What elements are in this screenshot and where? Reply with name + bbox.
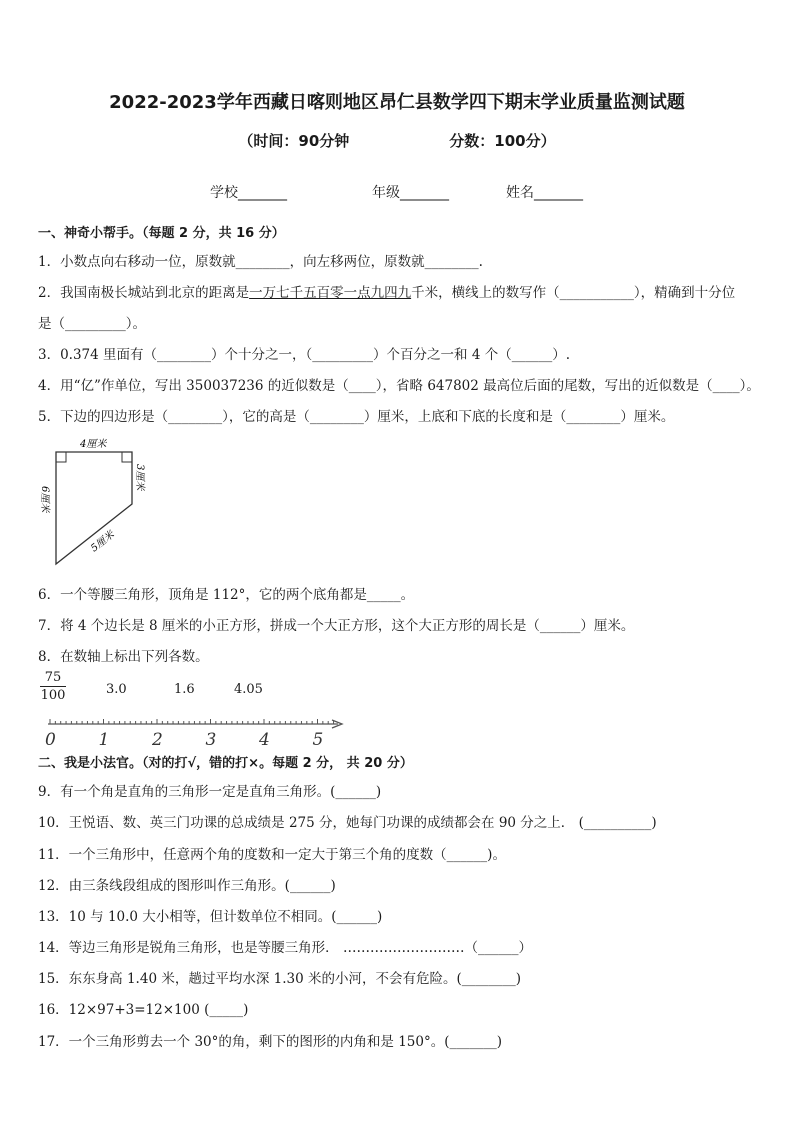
section-1-heading: 一、神奇小帮手。（每题 2 分，共 16 分） [38,226,285,241]
quadrilateral-figure [36,436,156,576]
axis-label-3: 3 [205,730,217,750]
number-line[interactable] [38,712,358,750]
question-14: 14．等边三角形是锐角三角形，也是等腰三角形． ………………………（______） [38,940,532,956]
grade-field[interactable]: 年级_______ [372,185,449,201]
exam-time: （时间：90分钟 [238,132,350,150]
axis-label-4: 4 [259,730,270,750]
question-10: 10．王悦语、数、英三门功课的总成绩是 275 分，她每门功课的成绩都会在 90 分之上． (__________) [38,815,657,831]
question-15: 15．东东身高 1.40 米，趟过平均水深 1.30 米的小河，不会有危险。(________) [38,971,521,987]
figure-slant-label: 5厘米 [89,529,117,555]
axis-label-2: 2 [152,730,163,750]
figure-top-label: 4厘米 [80,439,107,450]
name-field[interactable]: 姓名_______ [506,185,583,201]
question-16: 16．12×97+3=12×100 (_____) [38,1002,249,1018]
question-9: 9．有一个角是直角的三角形一定是直角三角形。(______) [38,784,382,800]
question-5: 5．下边的四边形是（________），它的高是（________）厘米，上底和下底的长度和是（________）厘米。 [38,409,675,425]
question-4: 4．用“亿”作单位，写出 350037236 的近似数是（____），省略 647802 最高位后面的尾数，写出的近似数是（____）。 [38,378,760,394]
question-2-continued: 是（_________）。 [38,316,146,332]
number-1-6: 1.6 [174,682,195,697]
axis-label-0: 0 [45,730,56,750]
exam-title: 2022-2023学年西藏日喀则地区昂仁县数学四下期末学业质量监测试题 [109,92,685,113]
question-1: 1．小数点向右移动一位，原数就________，向左移两位，原数就________. [38,254,483,270]
question-8: 8．在数轴上标出下列各数。 [38,649,209,665]
axis-label-1: 1 [98,730,110,750]
number-3-0: 3.0 [106,682,127,697]
question-2-underlined: 一万七千五百零一点九四九 [249,285,412,301]
axis-label-5: 5 [312,730,324,750]
question-2-part-a: 2．我国南极长城站到北京的距离是 [38,285,250,301]
question-17: 17．一个三角形剪去一个 30°的角，剩下的图形的内角和是 150°。(_______) [38,1034,502,1050]
question-3: 3．0.374 里面有（________）个十分之一，（_________）个百分之一和 4 个（______）. [38,347,570,363]
question-7: 7．将 4 个边长是 8 厘米的小正方形，拼成一个大正方形，这个大正方形的周长是（______）厘米。 [38,618,635,634]
question-2 [38,281,735,301]
fraction-numerator: 75 [40,670,66,687]
section-2-heading: 二、我是小法官。（对的打√，错的打×。每题 2 分， 共 20 分） [38,756,413,771]
question-12: 12．由三条线段组成的图形叫作三角形。(______) [38,878,336,894]
fraction-75-100 [40,670,66,703]
question-2-part-b: 千米，横线上的数写作（___________），精确到十分位 [411,285,736,301]
figure-left-label: 6厘米 [39,486,50,513]
question-11: 11．一个三角形中，任意两个角的度数和一定大于第三个角的度数（______)。 [38,847,506,863]
figure-right-label: 3厘米 [134,464,145,491]
fraction-denominator: 100 [40,688,66,703]
school-field[interactable]: 学校_______ [210,185,287,201]
question-6: 6．一个等腰三角形，顶角是 112°，它的两个底角都是_____。 [38,587,415,603]
question-13: 13．10 与 10.0 大小相等，但计数单位不相同。(______) [38,909,383,925]
exam-subtitle [0,130,794,151]
exam-score: 分数：100分） [449,132,556,150]
number-4-05: 4.05 [234,682,263,697]
